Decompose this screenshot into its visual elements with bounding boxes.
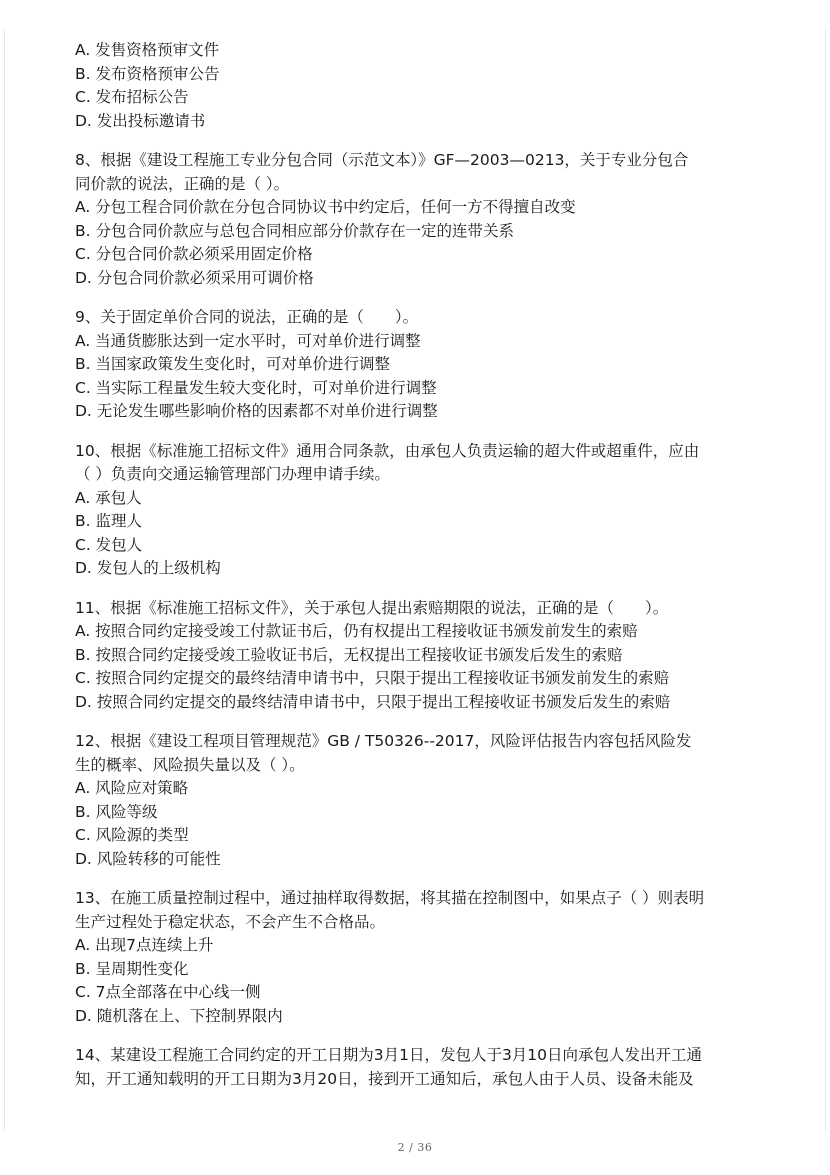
option-line: D. 发包人的上级机构 <box>75 559 221 577</box>
option-line: A. 风险应对策略 <box>75 779 189 797</box>
question-stem: 知，开工通知载明的开工日期为3月20日，接到开工通知后，承包人由于人员、设备未能及 <box>75 1069 694 1088</box>
question-stem: （ ）负责向交通运输管理部门办理申请手续。 <box>75 465 390 483</box>
option-line: A. 承包人 <box>75 488 142 507</box>
option-line: B. 当国家政策发生变化时，可对单价进行调整 <box>75 355 390 373</box>
question-10 <box>75 440 765 581</box>
option-line: B. 监理人 <box>75 512 142 530</box>
option-line: C. 按照合同约定提交的最终结清申请书中，只限于提出工程接收证书颁发前发生的索赔 <box>75 669 670 687</box>
question-stem: 10、根据《标准施工招标文件》通用合同条款，由承包人负责运输的超大件或超重件，应由 <box>75 441 700 460</box>
option-line: B. 风险等级 <box>75 802 158 821</box>
question-stem: 同价款的说法，正确的是（ ）。 <box>75 174 290 193</box>
question-14 <box>75 1044 765 1091</box>
question-stem: 12、根据《建设工程项目管理规范》GB / T50326--2017，风险评估报告内容包括风险发 <box>75 732 692 750</box>
question-13 <box>75 887 765 1028</box>
option-line: D. 按照合同约定提交的最终结清申请书中，只限于提出工程接收证书颁发后发生的索赔 <box>75 692 671 711</box>
option-line: D. 发出投标邀请书 <box>75 111 206 130</box>
option-line: C. 发包人 <box>75 535 143 554</box>
option-line: C. 当实际工程量发生较大变化时，可对单价进行调整 <box>75 378 437 397</box>
question-stem: 生的概率、风险损失量以及（ ）。 <box>75 755 305 774</box>
page-edge-left <box>4 30 5 1130</box>
option-line: A. 按照合同约定接受竣工付款证书后，仍有权提出工程接收证书颁发前发生的索赔 <box>75 622 638 640</box>
option-line: B. 发布资格预审公告 <box>75 64 220 83</box>
question-11 <box>75 597 765 715</box>
question-stem: 13、在施工质量控制过程中，通过抽样取得数据，将其描在控制图中，如果点子（ ）则表明 <box>75 889 705 907</box>
option-line: B. 分包合同价款应与总包合同相应部分价款存在一定的连带关系 <box>75 221 514 240</box>
question-12 <box>75 730 765 871</box>
page-edge-right <box>825 30 826 1130</box>
question-stem: 14、某建设工程施工合同约定的开工日期为3月1日，发包人于3月10日向承包人发出开工通 <box>75 1046 703 1064</box>
option-line: C. 发布招标公告 <box>75 88 189 106</box>
option-line: D. 无论发生哪些影响价格的因素都不对单价进行调整 <box>75 402 438 420</box>
option-line: D. 分包合同价款必须采用可调价格 <box>75 268 314 287</box>
prev-question-options <box>75 39 765 133</box>
option-line: C. 7点全部落在中心线一侧 <box>75 983 261 1001</box>
question-stem: 9、关于固定单价合同的说法，正确的是（ ）。 <box>75 308 419 326</box>
question-9 <box>75 306 765 424</box>
page-content <box>75 39 765 1091</box>
option-line: A. 发售资格预审文件 <box>75 41 220 59</box>
option-line: B. 呈周期性变化 <box>75 959 189 978</box>
option-line: A. 当通货膨胀达到一定水平时，可对单价进行调整 <box>75 331 421 350</box>
option-line: D. 随机落在上、下控制界限内 <box>75 1006 283 1025</box>
option-line: B. 按照合同约定接受竣工验收证书后，无权提出工程接收证书颁发后发生的索赔 <box>75 645 623 664</box>
option-line: D. 风险转移的可能性 <box>75 849 221 868</box>
option-line: C. 分包合同价款必须采用固定价格 <box>75 245 313 263</box>
question-stem: 8、根据《建设工程施工专业分包合同（示范文本）》GF—2003—0213，关于专业分包合 <box>75 151 689 169</box>
question-8 <box>75 149 765 290</box>
page-indicator: 2 / 36 <box>397 1141 433 1154</box>
option-line: A. 出现7点连续上升 <box>75 936 214 954</box>
option-line: C. 风险源的类型 <box>75 826 189 844</box>
question-stem: 11、根据《标准施工招标文件》，关于承包人提出索赔期限的说法，正确的是（ ）。 <box>75 598 669 617</box>
question-stem: 生产过程处于稳定状态，不会产生不合格品。 <box>75 912 386 931</box>
option-line: A. 分包工程合同价款在分包合同协议书中约定后，任何一方不得擅自改变 <box>75 198 576 216</box>
